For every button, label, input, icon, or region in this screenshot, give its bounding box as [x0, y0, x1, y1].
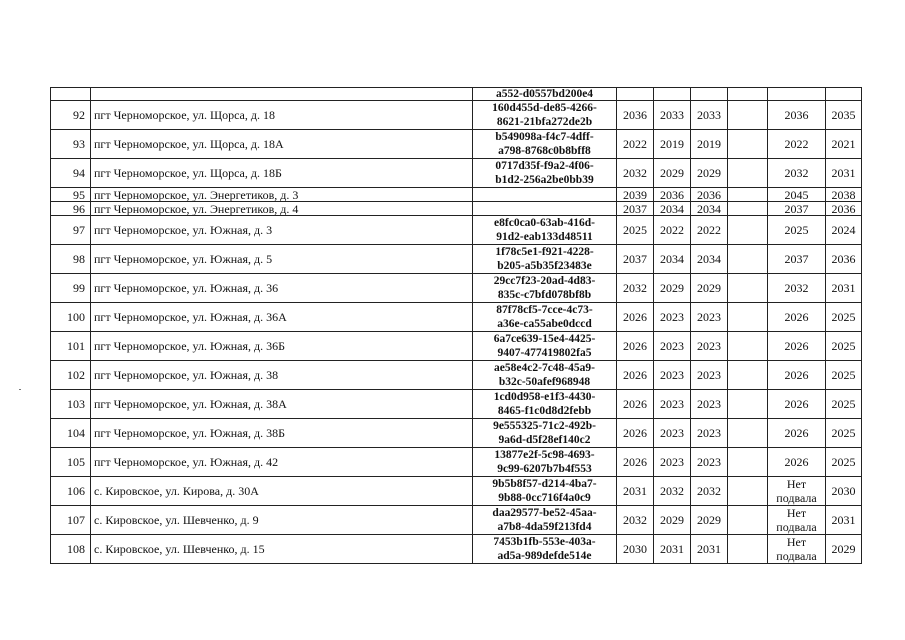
fias-cell	[473, 419, 617, 448]
fias-part-2: 9a6d-d5f28ef140c2	[498, 434, 591, 446]
empty-cell	[728, 477, 768, 506]
table-row	[51, 448, 862, 477]
year-cell-6: 2038	[826, 188, 862, 202]
year-cell-1: 2026	[617, 448, 654, 477]
stray-mark	[19, 389, 21, 390]
fias-part-1: 29cc7f23-20ad-4d83-	[493, 275, 596, 287]
address-cell: пгт Черноморское, ул. Южная, д. 36А	[91, 303, 473, 332]
fias-cell	[473, 159, 617, 188]
row-number: 104	[51, 419, 91, 448]
fias-part-1: 0717d35f-f9a2-4f06-	[495, 160, 594, 172]
year-cell-2: 2034	[654, 202, 691, 216]
fias-cell	[473, 216, 617, 245]
year-cell-2: 2022	[654, 216, 691, 245]
fias-cell	[473, 448, 617, 477]
empty-cell	[728, 535, 768, 564]
fias-cell	[473, 274, 617, 303]
year-cell-2: 2019	[654, 130, 691, 159]
year-cell-1: 2037	[617, 245, 654, 274]
year-cell-5: 2037	[768, 245, 826, 274]
table-row	[51, 535, 862, 564]
empty-cell	[728, 130, 768, 159]
row-number: 97	[51, 216, 91, 245]
address-cell: пгт Черноморское, ул. Щорса, д. 18Б	[91, 159, 473, 188]
table-row	[51, 332, 862, 361]
row-number: 98	[51, 245, 91, 274]
empty-cell	[728, 159, 768, 188]
fias-cell	[473, 506, 617, 535]
row-number: 92	[51, 101, 91, 130]
table-row	[51, 506, 862, 535]
address-cell: пгт Черноморское, ул. Щорса, д. 18А	[91, 130, 473, 159]
year-cell-5: 2026	[768, 332, 826, 361]
address-cell: пгт Черноморское, ул. Южная, д. 5	[91, 245, 473, 274]
year-cell-3: 2023	[691, 361, 728, 390]
fias-cell	[473, 535, 617, 564]
year-cell-5: 2032	[768, 159, 826, 188]
fias-part-2: 8621-21bfa272de2b	[496, 116, 593, 128]
year-cell-6: 2025	[826, 303, 862, 332]
table-row	[51, 216, 862, 245]
row-number: 102	[51, 361, 91, 390]
table-row-partial	[51, 88, 862, 101]
year-cell-3: 2034	[691, 202, 728, 216]
fias-part-1: ae58e4c2-7c48-45a9-	[494, 362, 595, 374]
empty-cell	[728, 245, 768, 274]
address-cell: пгт Черноморское, ул. Южная, д. 3	[91, 216, 473, 245]
address-cell: пгт Черноморское, ул. Южная, д. 38А	[91, 390, 473, 419]
empty-cell	[728, 390, 768, 419]
year-cell-1: 2032	[617, 274, 654, 303]
year-cell-1: 2026	[617, 419, 654, 448]
fias-cell	[473, 361, 617, 390]
year-cell-1: 2031	[617, 477, 654, 506]
address-cell: пгт Черноморское, ул. Энергетиков, д. 3	[91, 188, 473, 202]
year-cell-3: 2022	[691, 216, 728, 245]
year-cell-6: 2030	[826, 477, 862, 506]
year-cell-3: 2029	[691, 274, 728, 303]
year-cell-3: 2036	[691, 188, 728, 202]
year-cell-2: 2031	[654, 535, 691, 564]
fias-part-2: a36e-ca55abe0dccd	[497, 318, 592, 330]
year-cell-6: 2021	[826, 130, 862, 159]
year-cell-5: 2025	[768, 216, 826, 245]
year-cell-6: 2025	[826, 332, 862, 361]
year-cell-3: 2033	[691, 101, 728, 130]
houses-table	[50, 87, 862, 564]
empty-cell	[728, 448, 768, 477]
year-cell-2: 2029	[654, 159, 691, 188]
year-cell-2: 2036	[654, 188, 691, 202]
fias-part-2: 9b88-0cc716f4a0c9	[498, 492, 591, 504]
fias-part-2: b32c-50afef968948	[498, 376, 591, 388]
row-number: 101	[51, 332, 91, 361]
table-row	[51, 361, 862, 390]
year-cell-2: 2023	[654, 419, 691, 448]
year-cell-5: 2026	[768, 419, 826, 448]
fias-part-1: 1f78c5e1-f921-4228-	[495, 246, 594, 258]
address-cell: с. Кировское, ул. Шевченко, д. 15	[91, 535, 473, 564]
table-row	[51, 202, 862, 216]
fias-cell	[473, 245, 617, 274]
fias-part-2: 9407-477419802fa5	[497, 347, 592, 359]
year-cell-2: 2029	[654, 506, 691, 535]
year-cell-3: 2023	[691, 419, 728, 448]
year-cell-5: 2045	[768, 188, 826, 202]
table-row	[51, 477, 862, 506]
year-cell-1: 2025	[617, 216, 654, 245]
fias-part-2: 8465-f1c0d8d2febb	[497, 405, 592, 417]
year-cell-2: 2029	[654, 274, 691, 303]
year-cell-2: 2023	[654, 332, 691, 361]
year-cell-3: 2032	[691, 477, 728, 506]
empty-cell	[728, 332, 768, 361]
address-cell: пгт Черноморское, ул. Южная, д. 36	[91, 274, 473, 303]
year-cell-6: 2031	[826, 274, 862, 303]
year-cell-6: 2025	[826, 390, 862, 419]
empty-cell	[728, 188, 768, 202]
table-row	[51, 245, 862, 274]
table-row	[51, 188, 862, 202]
fias-part-2: 835c-c7bfd078bf8b	[497, 289, 592, 301]
fias-part-1: 7453b1fb-553e-403a-	[493, 536, 596, 548]
year-cell-6: 2031	[826, 159, 862, 188]
fias-part-1: e8fc0ca0-63ab-416d-	[494, 217, 595, 229]
row-number: 95	[51, 188, 91, 202]
fias-part-1: 6a7ce639-15e4-4425-	[493, 333, 596, 345]
empty-cell	[728, 361, 768, 390]
fias-part-1: 13877e2f-5c98-4693-	[494, 449, 595, 461]
year-cell-6: 2025	[826, 361, 862, 390]
year-cell-6: 2036	[826, 245, 862, 274]
year-cell-1: 2032	[617, 506, 654, 535]
year-cell-2: 2023	[654, 390, 691, 419]
fias-cell	[473, 477, 617, 506]
address-cell: пгт Черноморское, ул. Южная, д. 36Б	[91, 332, 473, 361]
year-cell-5: Нет подвала	[768, 506, 826, 535]
year-cell-5: 2037	[768, 202, 826, 216]
fias-part-1: 9e555325-71c2-492b-	[493, 420, 596, 432]
row-number: 107	[51, 506, 91, 535]
address-cell: с. Кировское, ул. Кирова, д. 30А	[91, 477, 473, 506]
year-cell-1: 2030	[617, 535, 654, 564]
year-cell-5: 2036	[768, 101, 826, 130]
year-cell-3: 2023	[691, 448, 728, 477]
year-cell-2: 2034	[654, 245, 691, 274]
empty-cell	[728, 202, 768, 216]
fias-part-1: 9b5b8f57-d214-4ba7-	[492, 478, 597, 490]
fias-part-1: 87f78cf5-7cce-4c73-	[496, 304, 593, 316]
address-cell: пгт Черноморское, ул. Щорса, д. 18	[91, 101, 473, 130]
row-number: 106	[51, 477, 91, 506]
table-row	[51, 274, 862, 303]
year-cell-5: 2022	[768, 130, 826, 159]
fias-part-1: daa29577-be52-45aa-	[492, 507, 597, 519]
year-cell-2: 2032	[654, 477, 691, 506]
address-cell: пгт Черноморское, ул. Южная, д. 38Б	[91, 419, 473, 448]
year-cell-3: 2019	[691, 130, 728, 159]
table-row	[51, 130, 862, 159]
fias-part-1: 1cd0d958-e1f3-4430-	[493, 391, 596, 403]
empty-cell	[728, 506, 768, 535]
year-cell-1: 2026	[617, 361, 654, 390]
year-cell-3: 2023	[691, 303, 728, 332]
fias-part-2: b1d2-256a2be0bb39	[495, 174, 594, 186]
fias-cell	[473, 130, 617, 159]
year-cell-6: 2025	[826, 419, 862, 448]
fias-cell	[473, 303, 617, 332]
year-cell-6: 2029	[826, 535, 862, 564]
year-cell-5: Нет подвала	[768, 535, 826, 564]
year-cell-1: 2026	[617, 303, 654, 332]
year-cell-3: 2031	[691, 535, 728, 564]
year-cell-5: 2026	[768, 303, 826, 332]
year-cell-3: 2023	[691, 390, 728, 419]
year-cell-6: 2035	[826, 101, 862, 130]
fias-cell: a552-d0557bd200e4	[473, 88, 617, 101]
empty-cell	[728, 419, 768, 448]
empty-cell	[728, 303, 768, 332]
fias-part-2: b205-a5b35f23483e	[497, 260, 592, 272]
fias-part-2: a7b8-4da59f213fd4	[497, 521, 592, 533]
year-cell-2: 2023	[654, 361, 691, 390]
year-cell-2: 2023	[654, 448, 691, 477]
year-cell-3: 2029	[691, 159, 728, 188]
fias-part-1: 160d455d-de85-4266-	[492, 102, 597, 114]
row-number: 105	[51, 448, 91, 477]
row-number: 108	[51, 535, 91, 564]
fias-part-2: ad5a-989defde514e	[497, 550, 592, 562]
row-number: 96	[51, 202, 91, 216]
year-cell-5: 2026	[768, 390, 826, 419]
fias-cell	[473, 188, 617, 202]
year-cell-3: 2034	[691, 245, 728, 274]
row-number: 93	[51, 130, 91, 159]
year-cell-1: 2039	[617, 188, 654, 202]
year-cell-5: 2032	[768, 274, 826, 303]
year-cell-6: 2036	[826, 202, 862, 216]
table-row	[51, 159, 862, 188]
year-cell-5: 2026	[768, 361, 826, 390]
row-number: 103	[51, 390, 91, 419]
address-cell: пгт Черноморское, ул. Южная, д. 38	[91, 361, 473, 390]
fias-cell	[473, 390, 617, 419]
year-cell-3: 2029	[691, 506, 728, 535]
address-cell: пгт Черноморское, ул. Энергетиков, д. 4	[91, 202, 473, 216]
table-row	[51, 303, 862, 332]
table-row	[51, 101, 862, 130]
year-cell-1: 2022	[617, 130, 654, 159]
row-number: 94	[51, 159, 91, 188]
year-cell-1: 2026	[617, 332, 654, 361]
empty-cell	[728, 216, 768, 245]
year-cell-1: 2032	[617, 159, 654, 188]
fias-cell	[473, 101, 617, 130]
empty-cell	[728, 274, 768, 303]
fias-part-2: 9c99-6207b7b4f553	[497, 463, 592, 475]
year-cell-1: 2037	[617, 202, 654, 216]
fias-part-2: a798-8768c0b8bff8	[498, 145, 591, 157]
year-cell-5: Нет подвала	[768, 477, 826, 506]
fias-cell	[473, 332, 617, 361]
fias-cell	[473, 202, 617, 216]
fias-part-1: b549098a-f4c7-4dff-	[495, 131, 594, 143]
year-cell-6: 2025	[826, 448, 862, 477]
year-cell-6: 2024	[826, 216, 862, 245]
table-row	[51, 419, 862, 448]
empty-cell	[728, 101, 768, 130]
year-cell-1: 2036	[617, 101, 654, 130]
address-cell: пгт Черноморское, ул. Южная, д. 42	[91, 448, 473, 477]
table-row	[51, 390, 862, 419]
fias-part-2: 91d2-eab133d48511	[496, 231, 593, 243]
year-cell-5: 2026	[768, 448, 826, 477]
row-number: 99	[51, 274, 91, 303]
year-cell-6: 2031	[826, 506, 862, 535]
year-cell-2: 2023	[654, 303, 691, 332]
address-cell: с. Кировское, ул. Шевченко, д. 9	[91, 506, 473, 535]
row-number: 100	[51, 303, 91, 332]
year-cell-3: 2023	[691, 332, 728, 361]
year-cell-1: 2026	[617, 390, 654, 419]
year-cell-2: 2033	[654, 101, 691, 130]
